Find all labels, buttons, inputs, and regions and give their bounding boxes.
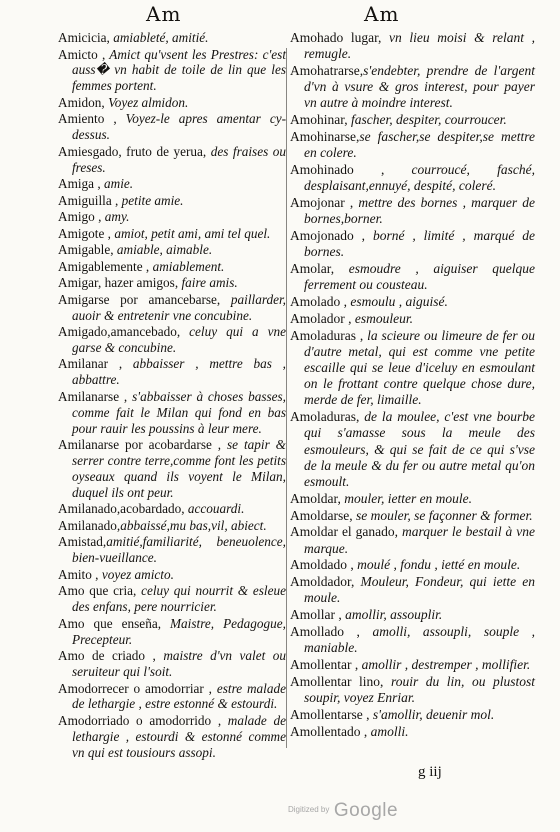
dictionary-entry <box>290 162 535 194</box>
entry-headword: Amollado , <box>290 624 360 639</box>
entry-headword: Amoldado , <box>290 557 354 573</box>
entry-definition: maistre d'vn valet ou seruiteur qui l'soit. <box>72 648 286 679</box>
digitized-watermark <box>288 800 398 822</box>
entry-headword: Amohinarse, <box>290 129 360 144</box>
dictionary-entry <box>290 491 535 507</box>
entry-headword: Amohinado , <box>290 162 385 177</box>
entry-headword: Amigote , <box>58 225 111 241</box>
dictionary-entry <box>58 534 286 566</box>
dictionary-entry <box>58 95 286 111</box>
entry-definition: la scieure ou limeure de fer ou d'autre metal, qui est comme vne petite escaille qui se leue d'iceluy en esmoulant on le frottant contre quelque chose dure, merde de fer, limaille. <box>304 327 536 408</box>
entry-headword: Amo de criado , <box>58 648 156 664</box>
entry-definition: amollir , destremper , mollifier. <box>358 657 531 672</box>
entry-headword: Amo que enseña, <box>58 615 162 631</box>
entry-definition: amiablement. <box>149 258 225 274</box>
dictionary-entry <box>290 724 535 740</box>
dictionary-entry <box>58 292 286 324</box>
entry-headword: Amohinar, <box>290 112 348 128</box>
entry-headword: Amigo , <box>58 209 102 225</box>
entry-headword: Amigarse por amancebarse, <box>58 291 221 307</box>
entry-definition: se tapir & serrer contre terre,comme font les petits oyseaux quand ils voyent le Milan, duquel ils ont peur. <box>72 437 286 500</box>
entry-definition: amiable, aimable. <box>113 242 213 258</box>
dictionary-entry <box>290 30 535 62</box>
entry-definition: malade de lethargie , estourdi & estonné comme vn qui est tousiours assopi. <box>72 712 286 760</box>
dictionary-entry <box>58 356 286 388</box>
entry-definition: fascher, despiter, courroucer. <box>347 112 507 128</box>
entry-definition: moulé , fondu , ietté en moule. <box>353 557 521 573</box>
signature-mark: g iij <box>418 764 442 780</box>
entry-headword: Amigable, <box>58 242 114 258</box>
entry-definition: voyez amicto. <box>98 566 174 582</box>
entry-headword: Amoladuras , <box>290 327 364 343</box>
entry-headword: Amodorriado o amodorrido , <box>58 712 222 728</box>
dictionary-entry <box>290 112 535 128</box>
google-logo: Google <box>333 800 399 821</box>
entry-headword: Amilanarse , <box>58 388 128 404</box>
dictionary-entry <box>290 707 535 723</box>
dictionary-entry <box>58 47 286 95</box>
entry-headword: Amollentar lino, <box>290 673 384 689</box>
dictionary-entry <box>290 574 535 606</box>
entry-definition: amitié,familiarité, beneuolence, bien-vueillance. <box>72 534 286 566</box>
entry-definition: amie. <box>100 176 134 192</box>
entry-headword: Amodorrecer o amodorriar , <box>58 680 212 696</box>
entry-headword: Amollentado , <box>290 723 368 739</box>
entry-definition: de la moulee, c'est vne bourbe qui s'amasse sous la meule des esmouleurs, & qui se fait de ce qui s'vse de la meule & du fer ou autre metal qu'on esmoult. <box>304 409 535 490</box>
running-head-left: Am <box>146 2 182 26</box>
entry-headword: Amoldar, <box>290 490 341 506</box>
entry-definition: amy. <box>101 209 130 225</box>
running-head-right: Am <box>364 2 400 26</box>
dictionary-entry <box>58 176 286 192</box>
entry-definition: rouir du lin, ou plustost soupir, voyez Enriar. <box>304 673 535 705</box>
entry-definition: faire amis. <box>178 275 238 291</box>
dictionary-entry <box>58 567 286 583</box>
entry-definition: Maistre, Pedagogue, Precepteur. <box>72 615 286 647</box>
entry-headword: Amistad, <box>58 534 107 550</box>
watermark-by: Digitized by <box>288 805 330 814</box>
entry-definition: mettre des bornes , marquer de bornes,borner. <box>304 195 535 227</box>
dictionary-entry <box>290 328 535 409</box>
dictionary-entry <box>290 129 535 161</box>
dictionary-entry <box>58 275 286 291</box>
entry-headword: Amidon, <box>58 94 105 110</box>
dictionary-entry <box>58 713 286 761</box>
entry-headword: Amoladuras, <box>290 409 360 425</box>
entry-definition: Voyez almidon. <box>104 94 189 110</box>
dictionary-entry <box>58 389 286 437</box>
column-rule <box>286 48 287 748</box>
dictionary-entry <box>290 524 535 556</box>
entry-definition: amollir, assouplir. <box>341 607 443 623</box>
entry-headword: Amiento , <box>58 111 117 127</box>
dictionary-entry <box>58 144 286 176</box>
entry-definition: se mouler, se façonner & former. <box>352 507 533 523</box>
right-column <box>290 30 535 740</box>
dictionary-entry <box>58 501 286 517</box>
dictionary-entry <box>290 409 535 490</box>
entry-headword: Amiguilla , <box>58 192 119 208</box>
entry-headword: Amolar, <box>290 261 335 276</box>
entry-headword: Amollar , <box>290 607 342 623</box>
entry-headword: Amolador , <box>290 310 352 326</box>
dictionary-entry <box>58 681 286 713</box>
dictionary-entry <box>58 193 286 209</box>
dictionary-entry <box>58 259 286 275</box>
entry-headword: Amilanado, <box>58 517 121 533</box>
entry-headword: Amojonar , <box>290 195 354 210</box>
entry-definition: celuy qui nourrit & esleue des enfans, pere nourricier. <box>72 583 286 615</box>
entry-headword: Amohatrarse, <box>290 63 364 78</box>
dictionary-entry <box>290 195 535 227</box>
entry-definition: celuy qui a vne garse & concubine. <box>72 324 286 355</box>
entry-headword: Amohado lugar, <box>290 30 382 45</box>
dictionary-entry <box>290 311 535 327</box>
dictionary-entry <box>58 518 286 534</box>
entry-headword: Amigablemente , <box>58 258 150 274</box>
dictionary-entry <box>58 437 286 501</box>
entry-headword: Amilanado,acobardado, <box>58 501 185 517</box>
entry-headword: Amito , <box>58 566 99 582</box>
entry-headword: Amojonado , <box>290 228 366 243</box>
entry-headword: Amiesgado, fruto de yerua, <box>58 143 207 159</box>
dictionary-entry <box>58 209 286 225</box>
entry-definition: esmoulu , aiguisé. <box>347 294 448 309</box>
entry-definition: s'abbaisser à choses basses, comme fait le Milan qui fond en bas pour rauir les poussins à leur mere. <box>72 388 286 436</box>
dictionary-entry <box>290 607 535 623</box>
entry-definition: abbaisser , mettre bas , abbattre. <box>72 356 286 388</box>
entry-definition: mouler, ietter en moule. <box>340 490 473 506</box>
entry-headword: Amo que cria, <box>58 583 137 599</box>
dictionary-entry <box>290 228 535 260</box>
entry-headword: Amigado,amancebado, <box>58 324 181 340</box>
entry-definition: estre malade de lethargie , estre estonné & estourdi. <box>72 680 286 712</box>
dictionary-entry <box>290 261 535 293</box>
dictionary-entry <box>290 624 535 656</box>
entry-definition: amolli. <box>367 723 409 739</box>
entry-headword: Amollentar , <box>290 657 359 672</box>
entry-headword: Amigar, hazer amigos, <box>58 275 179 291</box>
entry-headword: Amoldar el ganado, <box>290 524 398 540</box>
dictionary-entry <box>58 242 286 258</box>
entry-definition: Voyez-le apres amentar cy-dessus. <box>72 111 286 143</box>
entry-headword: Amicicia, <box>58 30 110 45</box>
entry-definition: amolli, assoupli, souple , maniable. <box>304 624 535 656</box>
entry-definition: abbaissé,mu bas,vil, abiect. <box>120 517 267 533</box>
entry-headword: Amoldador, <box>290 574 355 590</box>
dictionary-entry <box>290 63 535 112</box>
dictionary-entry <box>290 294 535 310</box>
entry-headword: Amiga , <box>58 176 101 192</box>
entry-headword: Amoldarse, <box>290 507 353 523</box>
dictionary-entry <box>290 674 535 706</box>
entry-definition: esmoudre , aiguiser quelque ferrement ou cousteau. <box>304 261 535 293</box>
entry-definition: Amict qu'vsent les Prestres: c'est auss� vn habit de toile de lin que les femmes portent. <box>72 46 286 94</box>
dictionary-entry <box>290 557 535 573</box>
dictionary-entry <box>58 111 286 143</box>
entry-headword: Amollentarse , <box>290 706 370 722</box>
entry-definition: vn lieu moisi & relant , remugle. <box>304 30 535 62</box>
entry-definition: amiot, petit ami, ami tel quel. <box>111 225 271 241</box>
entry-definition: des fraises ou freses. <box>72 143 286 175</box>
dictionary-entry <box>58 30 286 46</box>
entry-definition: paillarder, auoir & entretenir vne concubine. <box>72 291 286 323</box>
dictionary-entry <box>58 616 286 648</box>
dictionary-entry <box>58 226 286 242</box>
dictionary-entry <box>58 324 286 356</box>
left-column <box>58 30 286 761</box>
entry-definition: accouardi. <box>184 501 245 517</box>
entry-definition: borné , limité , marqué de bornes. <box>304 228 535 260</box>
entry-definition: s'amollir, deuenir mol. <box>369 706 495 722</box>
dictionary-entry <box>290 508 535 524</box>
dictionary-entry <box>290 657 535 673</box>
entry-headword: Amicto , <box>58 46 106 62</box>
entry-definition: amiableté, amitié. <box>109 30 209 45</box>
entry-definition: courroucé, fasché, desplaisant,ennuyé, despité, coleré. <box>304 162 535 194</box>
entry-definition: petite amie. <box>118 192 184 208</box>
entry-definition: se fascher,se despiter,se mettre en colere. <box>304 129 535 161</box>
entry-definition: s'endebter, prendre de l'argent d'vn à vsure & gros interest, pour payer vn autre à moindre interest. <box>304 63 535 111</box>
dictionary-entry <box>58 648 286 680</box>
entry-headword: Amolado , <box>290 294 347 309</box>
dictionary-entry <box>58 583 286 615</box>
entry-definition: esmouleur. <box>351 310 413 326</box>
entry-definition: Mouleur, Fondeur, qui iette en moule. <box>304 574 535 606</box>
entry-definition: marquer le bestail à vne marque. <box>304 524 535 556</box>
entry-headword: Amilanarse por acobardarse , <box>58 437 222 453</box>
entry-headword: Amilanar , <box>58 356 123 372</box>
